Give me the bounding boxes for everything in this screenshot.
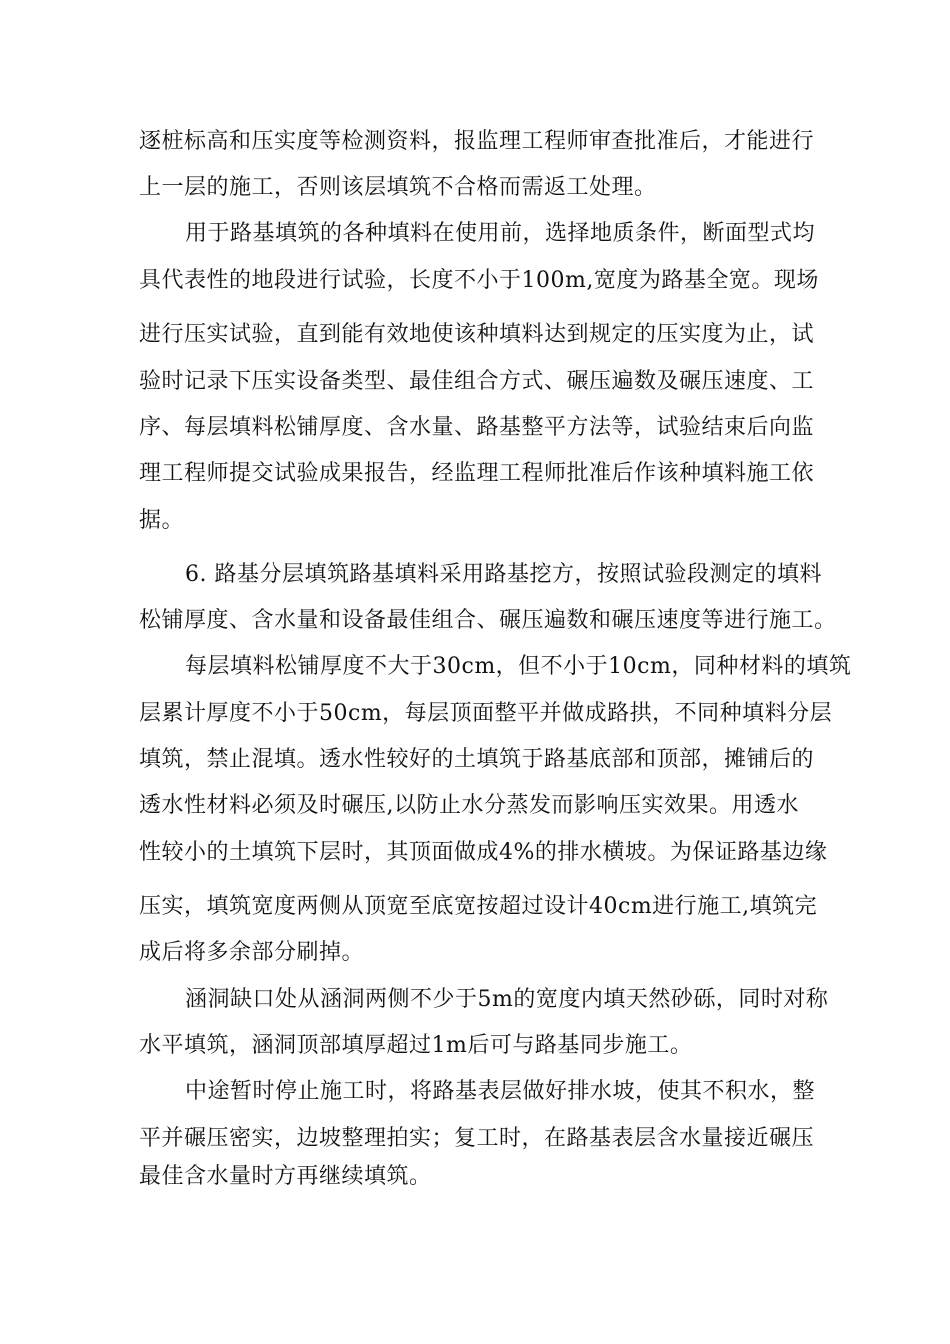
text-line: 据。 [139, 508, 185, 533]
text-line: 进行压实试验，直到能有效地使该种填料达到规定的压实度为止，试 [139, 322, 815, 347]
text-line: 逐桩标高和压实度等检测资料，报监理工程师审查批准后，才能进行 [139, 129, 815, 154]
text-line: 透水性材料必须及时碾压,以防止水分蒸发而影响压实效果。用透水 [139, 793, 799, 818]
text-line: 成后将多余部分刷掉。 [139, 940, 365, 965]
text-line: 水平填筑，涵洞顶部填厚超过1m后可与路基同步施工。 [139, 1033, 693, 1058]
text-line: 序、每层填料松铺厚度、含水量、路基整平方法等，试验结束后向监 [139, 415, 815, 440]
text-line: 验时记录下压实设备类型、最佳组合方式、碾压遍数及碾压速度、工 [139, 369, 815, 394]
text-line: 压实，填筑宽度两侧从顶宽至底宽按超过设计40cm进行施工,填筑完 [139, 894, 818, 919]
paragraph-first-line: 用于路基填筑的各种填料在使用前，选择地质条件，断面型式均 [185, 221, 816, 246]
text-line: 性较小的土填筑下层时，其顶面做成4%的排水横坡。为保证路基边缘 [139, 840, 828, 865]
text-line: 上一层的施工，否则该层填筑不合格而需返工处理。 [139, 175, 657, 200]
text-line: 理工程师提交试验成果报告，经监理工程师批准后作该种填料施工依 [139, 461, 815, 486]
paragraph-first-line: 每层填料松铺厚度不大于30cm，但不小于10cm，同种材料的填筑 [185, 654, 852, 679]
paragraph-first-line: 6. 路基分层填筑路基填料采用路基挖方，按照试验段测定的填料 [185, 562, 822, 587]
text-line: 填筑，禁止混填。透水性较好的土填筑于路基底部和顶部，摊铺后的 [139, 747, 815, 772]
text-line: 具代表性的地段进行试验，长度不小于100m,宽度为路基全宽。现场 [139, 268, 819, 293]
text-line: 平并碾压密实，边坡整理拍实；复工时，在路基表层含水量接近碾压 [139, 1126, 815, 1151]
text-line: 层累计厚度不小于50cm，每层顶面整平并做成路拱，不同种填料分层 [139, 701, 833, 726]
paragraph-first-line: 涵洞缺口处从涵洞两侧不少于5m的宽度内填天然砂砾，同时对称 [185, 987, 829, 1012]
paragraph-first-line: 中途暂时停止施工时，将路基表层做好排水坡，使其不积水，整 [185, 1079, 816, 1104]
text-line: 松铺厚度、含水量和设备最佳组合、碾压遍数和碾压速度等进行施工。 [139, 608, 837, 633]
text-line: 最佳含水量时方再继续填筑。 [139, 1164, 432, 1189]
